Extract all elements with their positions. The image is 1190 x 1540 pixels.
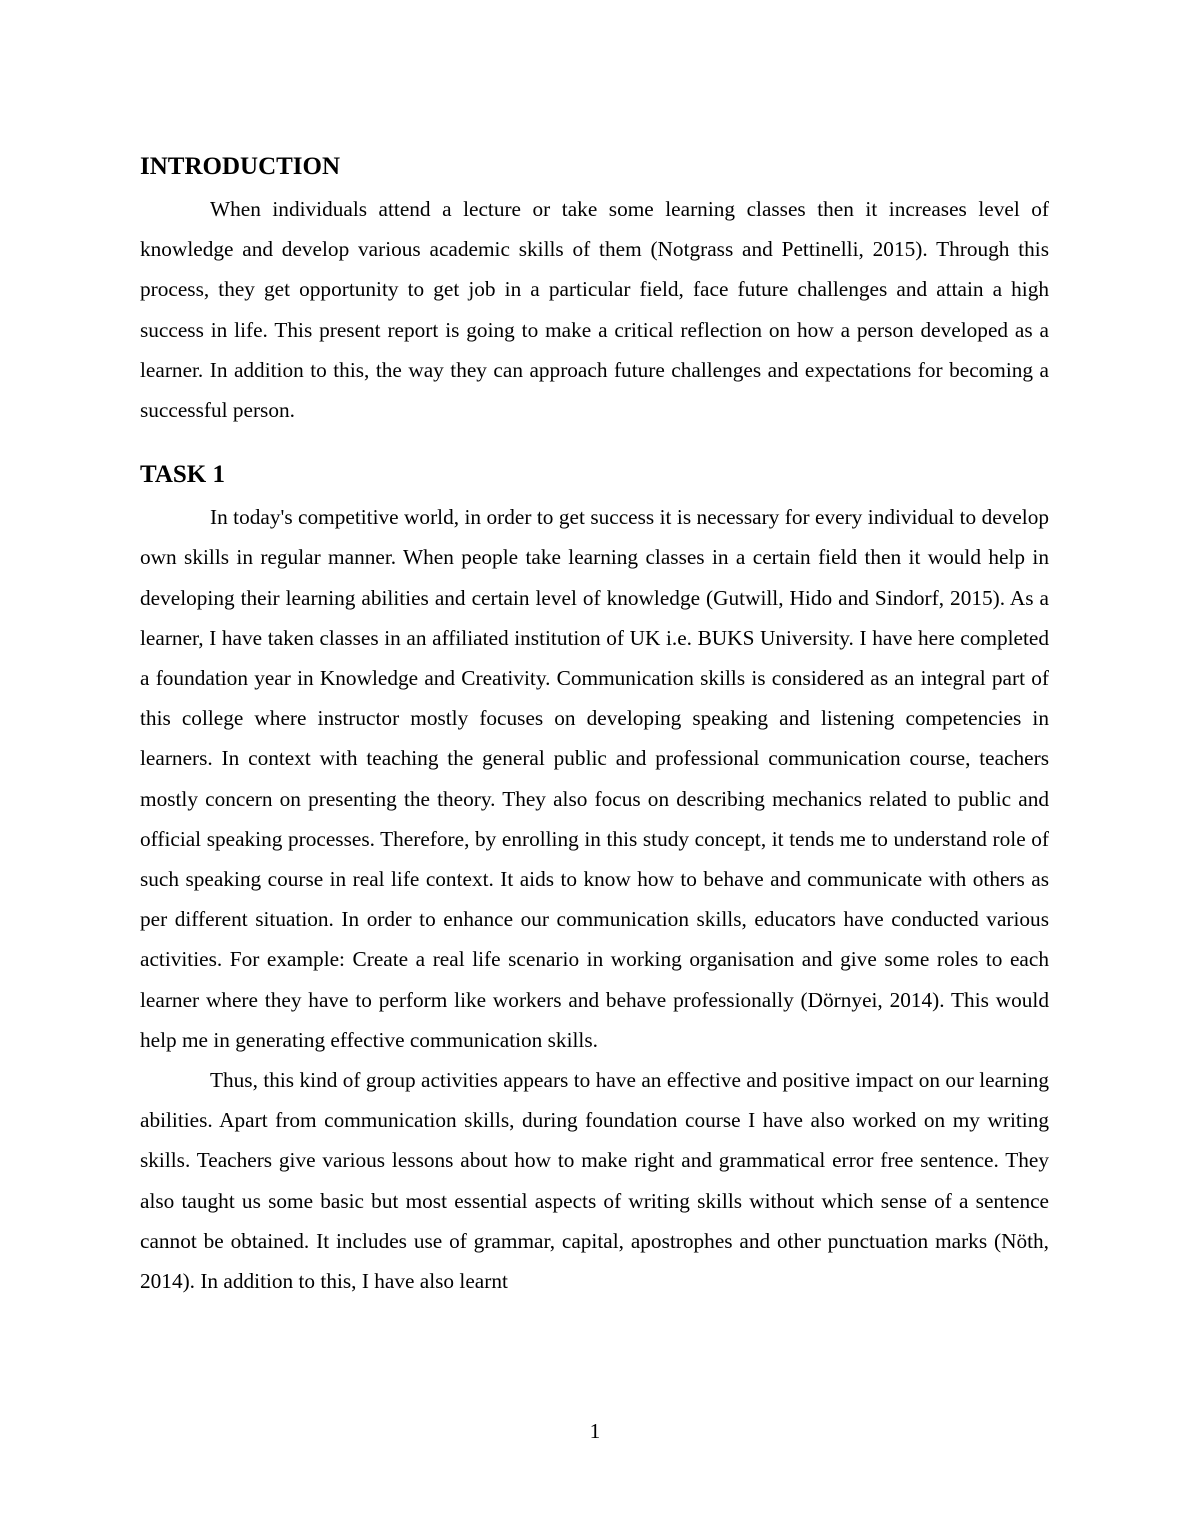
introduction-paragraph: When individuals attend a lecture or take some learning classes then it increases level of knowledge and develop various academic skills of them (Notgrass and Pettinelli, 2015). Through this process, they get opportunity to get job in a particular field, face future challenges and attain a high success in life. This present report is going to make a critical reflection on how a person developed as a learner. In addition to this, the way they can approach future challenges and expectations for becoming a successful person. — [140, 197, 1049, 423]
task1-paragraph-2: Thus, this kind of group activities appears to have an effective and positive impact on our learning abilities. Apart from communication skills, during foundation course I have also worked on my writing skills. Teachers give various lessons about how to make right and grammatical error free sentence. They also taught us some basic but most essential aspects of writing skills without which sense of a sentence cannot be obtained. It includes use of grammar, capital, apostrophes and other punctuation marks (Nöth, 2014). In addition to this, I have also learnt — [140, 1068, 1049, 1294]
task1-heading: TASK 1 — [140, 461, 225, 489]
page-content — [140, 148, 1049, 1301]
introduction-heading: INTRODUCTION — [140, 153, 341, 180]
page-number: 1 — [589, 1419, 601, 1443]
task1-paragraph-1: In today's competitive world, in order to get success it is necessary for every individual to develop own skills in regular manner. When people take learning classes in a certain field then it would help in developing their learning abilities and certain level of knowledge (Gutwill, Hido and Sindorf, 2015). As a learner, I have taken classes in an affiliated institution of UK i.e. BUKS University. I have here completed a foundation year in Knowledge and Creativity. Communication skills is considered as an integral part of this college where instructor mostly focuses on developing speaking and listening competencies in learners. In context with teaching the general public and professional communication course, teachers mostly concern on presenting the theory. They also focus on describing mechanics related to public and official speaking processes. Therefore, by enrolling in this study concept, it tends me to understand role of such speaking course in real life context. It aids to know how to behave and communicate with others as per different situation. In order to enhance our communication skills, educators have conducted various activities. For example: Create a real life scenario in working organisation and give some roles to each learner where they have to perform like workers and behave professionally (Dörnyei, 2014). This would help me in generating effective communication skills. — [140, 505, 1049, 1052]
